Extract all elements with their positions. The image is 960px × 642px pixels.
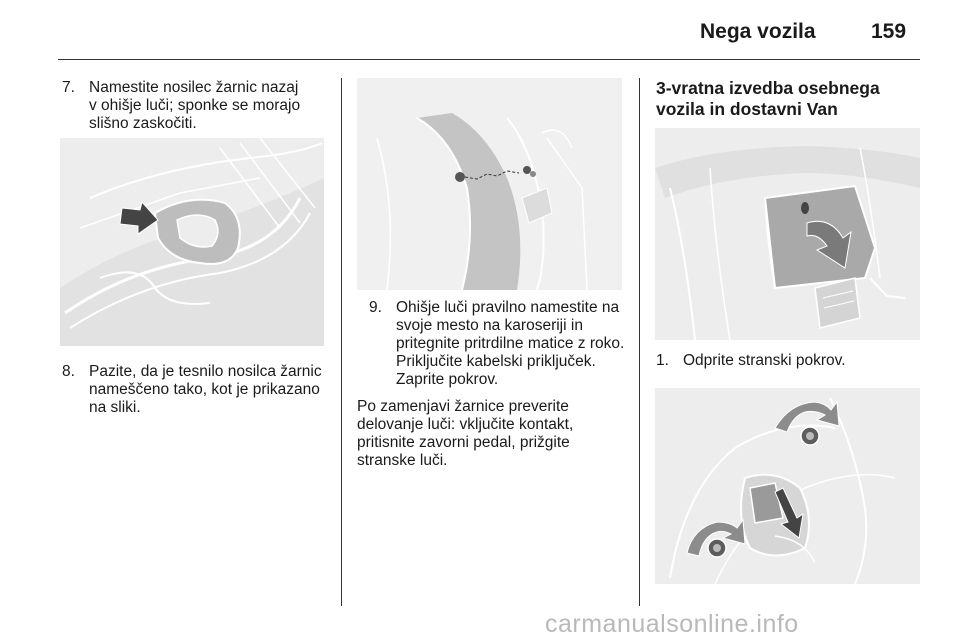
step-text-line: Namestite nosilec žarnic nazaj bbox=[89, 79, 299, 96]
check-lights-paragraph bbox=[357, 398, 627, 470]
figure-lamp-housing-mounting bbox=[357, 78, 622, 290]
section-heading bbox=[656, 78, 926, 120]
paragraph-line: delovanje luči: vključite kontakt, bbox=[357, 416, 574, 433]
paragraph-line: stranske luči. bbox=[357, 452, 448, 469]
step-number: 8. bbox=[62, 363, 75, 380]
section-heading-line: vozila in dostavni Van bbox=[656, 99, 838, 119]
step-text-line: Ohišje luči pravilno namestite na bbox=[396, 299, 620, 316]
step-text-line: Priključite kabelski priključek. bbox=[396, 353, 596, 370]
step-text-line: slišno zaskočiti. bbox=[89, 115, 197, 132]
step-text-line: nameščeno tako, kot je prikazano bbox=[89, 381, 320, 398]
step-text-line: Pazite, da je tesnilo nosilca žarnic bbox=[89, 363, 322, 380]
header-rule bbox=[58, 59, 920, 60]
column-divider-2 bbox=[639, 78, 640, 606]
figure-lamp-holder-seal bbox=[60, 138, 324, 346]
paragraph-line: pritisnite zavorni pedal, prižgite bbox=[357, 434, 570, 451]
running-header-title: Nega vozila bbox=[700, 20, 816, 43]
step-text-line: svoje mesto na karoseriji in bbox=[396, 317, 583, 334]
figure-screws-removal bbox=[655, 388, 920, 584]
step-text-line: na sliki. bbox=[89, 399, 141, 416]
column-divider-1 bbox=[341, 78, 342, 606]
figure-side-cover bbox=[655, 128, 920, 340]
step-text-line: Zaprite pokrov. bbox=[396, 371, 499, 388]
step-text-line: Odprite stranski pokrov. bbox=[683, 352, 846, 369]
step-text-line: pritegnite pritrdilne matice z roko. bbox=[396, 335, 625, 352]
watermark: carmanualsonline.info bbox=[545, 610, 799, 638]
section-heading-line: 3-vratna izvedba osebnega bbox=[656, 78, 880, 98]
step-number: 9. bbox=[369, 299, 382, 316]
step-number: 1. bbox=[656, 352, 669, 369]
page-number: 159 bbox=[871, 20, 907, 43]
step-text-line: v ohišje luči; sponke se morajo bbox=[89, 97, 301, 114]
paragraph-line: Po zamenjavi žarnice preverite bbox=[357, 398, 569, 415]
step-number: 7. bbox=[62, 79, 75, 96]
